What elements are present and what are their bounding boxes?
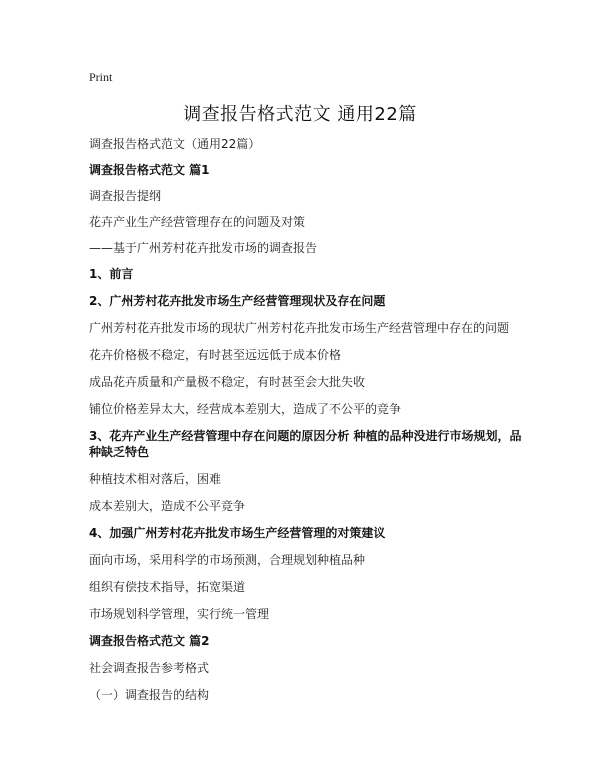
section-heading: 调查报告格式范文 篇2 bbox=[89, 634, 210, 648]
paragraph-line: 市场规划科学管理，实行统一管理 bbox=[89, 607, 270, 621]
paragraph-line: 调查报告格式范文（通用22篇） bbox=[89, 137, 261, 151]
section-heading: 4、加强广州芳村花卉批发市场生产经营管理的对策建议 bbox=[89, 526, 386, 540]
paragraph-line: （一）调查报告的结构 bbox=[89, 688, 210, 702]
paragraph-line: 铺位价格差异太大，经营成本差别大，造成了不公平的竞争 bbox=[89, 402, 402, 416]
paragraph-line: 组织有偿技术指导，拓宽渠道 bbox=[89, 580, 246, 594]
paragraph-line: 调查报告提纲 bbox=[89, 189, 162, 203]
document-title: 调查报告格式范文 通用22篇 bbox=[183, 104, 417, 125]
paragraph-line: 种植技术相对落后，困难 bbox=[89, 472, 222, 486]
paragraph-line: 花卉产业生产经营管理存在的问题及对策 bbox=[89, 215, 306, 229]
section-heading: 3、花卉产业生产经营管理中存在问题的原因分析 种植的品种没进行市场规划，品种缺乏特色 bbox=[89, 429, 522, 459]
print-label: Print bbox=[89, 70, 113, 84]
paragraph-line: 花卉价格极不稳定，有时甚至远远低于成本价格 bbox=[89, 348, 342, 362]
paragraph-line: ——基于广州芳村花卉批发市场的调查报告 bbox=[89, 241, 318, 255]
paragraph-line: 面向市场，采用科学的市场预测，合理规划种植品种 bbox=[89, 553, 366, 567]
paragraph-line: 广州芳村花卉批发市场的现状广州芳村花卉批发市场生产经营管理中存在的问题 bbox=[89, 321, 510, 335]
paragraph-line: 成本差别大，造成不公平竞争 bbox=[89, 499, 246, 513]
section-heading: 1、前言 bbox=[89, 267, 134, 281]
paragraph-line: 成品花卉质量和产量极不稳定，有时甚至会大批失收 bbox=[89, 375, 366, 389]
section-heading: 2、广州芳村花卉批发市场生产经营管理现状及存在问题 bbox=[89, 294, 386, 308]
section-heading: 调查报告格式范文 篇1 bbox=[89, 163, 210, 177]
paragraph-line: 社会调查报告参考格式 bbox=[89, 661, 210, 675]
